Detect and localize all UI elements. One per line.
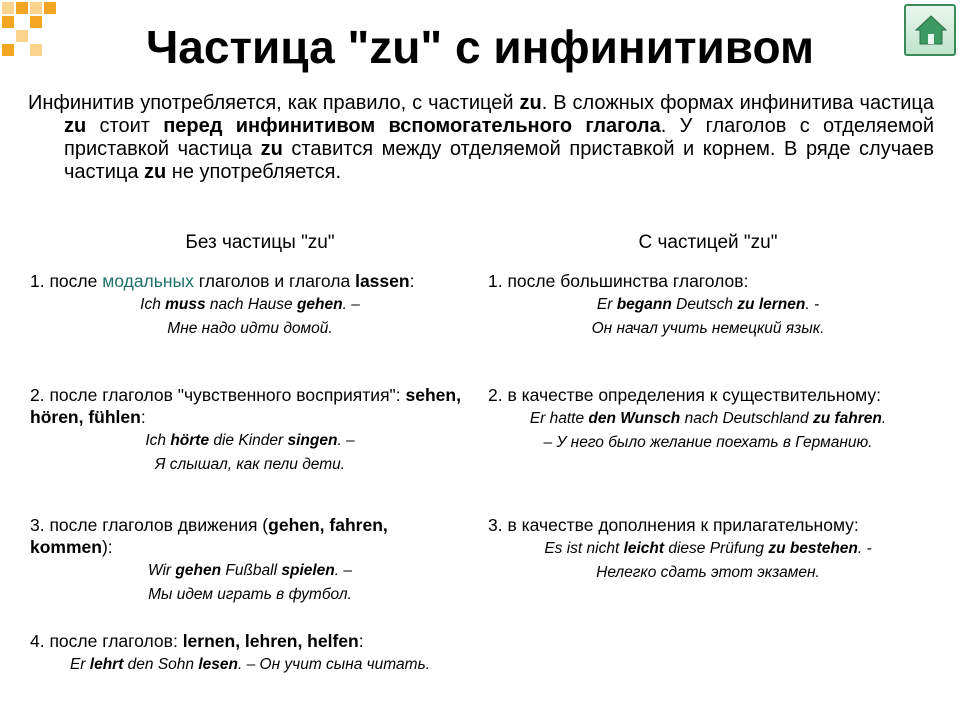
page-title: Частица "zu" с инфинитивом <box>145 21 814 73</box>
example-line <box>488 294 928 316</box>
text-run: lassen <box>355 271 410 291</box>
text-run: gehen, fahren, kommen <box>30 515 388 557</box>
right-rule-3 <box>488 514 928 584</box>
text-run: 1. после <box>30 271 103 291</box>
example-line <box>488 432 928 454</box>
text-run: lesen <box>198 656 238 673</box>
text-run: Er <box>596 296 617 313</box>
text-run: 2. после глаголов "чувственного восприятия": <box>30 385 406 405</box>
example-line <box>488 562 928 584</box>
text-run: Deutsch <box>671 296 738 313</box>
text-run: zu <box>260 138 283 160</box>
text-run: . – <box>337 432 355 449</box>
example-line <box>30 560 470 582</box>
text-run: . <box>881 410 887 427</box>
rule-text <box>30 384 470 428</box>
example-line <box>30 318 470 340</box>
rule-text <box>30 270 470 292</box>
text-run: . – <box>334 562 353 579</box>
text-run: – У него было желание поехать в Германию. <box>543 434 873 451</box>
text-run: 1. после большинства глаголов: <box>488 271 749 291</box>
text-run: leicht <box>623 540 665 557</box>
text-run: перед инфинитивом вспомогательного глагола <box>163 115 661 137</box>
text-run: 2. в качестве определения к существительному: <box>488 385 882 405</box>
text-run: Fußball <box>221 562 282 579</box>
example-line <box>488 408 928 430</box>
text-run: nach Deutschland <box>680 410 813 427</box>
intro-paragraph <box>28 92 934 184</box>
rule-text <box>488 384 928 406</box>
example-line <box>30 654 470 676</box>
text-run: . – Он учит сына читать. <box>238 656 431 673</box>
text-run: zu lernen <box>737 296 806 313</box>
text-run: : <box>409 271 415 291</box>
column-header-without-zu: Без частицы "zu" <box>185 232 335 253</box>
text-run: die Kinder <box>209 432 288 449</box>
right-rule-1 <box>488 270 928 340</box>
left-rule-1 <box>30 270 470 340</box>
left-rule-4 <box>30 630 470 676</box>
text-run: begann <box>616 296 672 313</box>
text-run: : <box>140 407 146 427</box>
text-run: diese Prüfung <box>664 540 769 557</box>
text-run: модальных <box>102 271 194 291</box>
text-run: gehen <box>296 296 343 313</box>
text-run: muss <box>165 296 206 313</box>
text-run: . - <box>857 540 872 557</box>
text-run: 3. после глаголов движения ( <box>30 515 269 535</box>
text-run: глаголов и глагола <box>193 271 356 291</box>
text-run: Я слышал, как пели дети. <box>154 456 346 473</box>
example-line <box>30 454 470 476</box>
text-run: . - <box>805 296 820 313</box>
column-header-with-zu: С частицей "zu" <box>638 232 778 253</box>
example-line <box>30 584 470 606</box>
text-run: Ich <box>145 432 171 449</box>
text-run: nach Hause <box>205 296 297 313</box>
right-rule-2 <box>488 384 928 454</box>
text-run: sehen, hören, fühlen <box>30 385 461 427</box>
text-run: Мы идем играть в футбол. <box>148 586 352 603</box>
left-rule-3 <box>30 514 470 606</box>
example-line <box>30 430 470 452</box>
text-run: den Wunsch <box>588 410 681 427</box>
text-run: den Sohn <box>123 656 199 673</box>
text-run: Мне надо идти домой. <box>167 320 333 337</box>
text-run: стоит <box>86 115 164 137</box>
text-run: . У глаголов с отделяемой приставкой частица <box>64 115 934 160</box>
text-run: hörte <box>170 432 210 449</box>
text-run: zu fahren <box>812 410 882 427</box>
text-run: Es ist nicht <box>544 540 624 557</box>
text-run: zu <box>144 161 167 183</box>
text-run: zu <box>64 115 87 137</box>
text-run: Он начал учить немецкий язык. <box>591 320 825 337</box>
rule-text <box>488 270 928 292</box>
text-run: Er hatte <box>529 410 589 427</box>
text-run: lehrt <box>89 656 124 673</box>
text-run: Ich <box>140 296 166 313</box>
text-run: 3. в качестве дополнения к прилагательному: <box>488 515 859 535</box>
example-line <box>488 318 928 340</box>
text-run: не употребляется. <box>166 161 342 183</box>
text-run: Wir <box>147 562 176 579</box>
text-run: Er <box>69 656 90 673</box>
rule-text <box>30 630 470 652</box>
text-run: gehen <box>175 562 222 579</box>
text-run: Нелегко сдать этот экзамен. <box>596 564 820 581</box>
text-run: . В сложных формах инфинитива частица <box>541 92 934 114</box>
text-run: lernen, lehren, helfen <box>182 631 359 651</box>
example-line <box>488 538 928 560</box>
left-rule-2 <box>30 384 470 476</box>
text-run: 4. после глаголов: <box>30 631 183 651</box>
rule-text <box>30 514 470 558</box>
text-run: Инфинитив употребляется, как правило, с частицей <box>28 92 520 114</box>
text-run: zu bestehen <box>768 540 858 557</box>
text-run: zu <box>519 92 542 114</box>
example-line <box>30 294 470 316</box>
text-run: . – <box>342 296 360 313</box>
text-run: spielen <box>281 562 335 579</box>
rule-text <box>488 514 928 536</box>
text-run: ): <box>101 537 113 557</box>
text-run: singen <box>287 432 338 449</box>
text-run: : <box>358 631 364 651</box>
text-run: ставится между отделяемой приставкой и корнем. В ряде случаев частица <box>64 138 934 183</box>
